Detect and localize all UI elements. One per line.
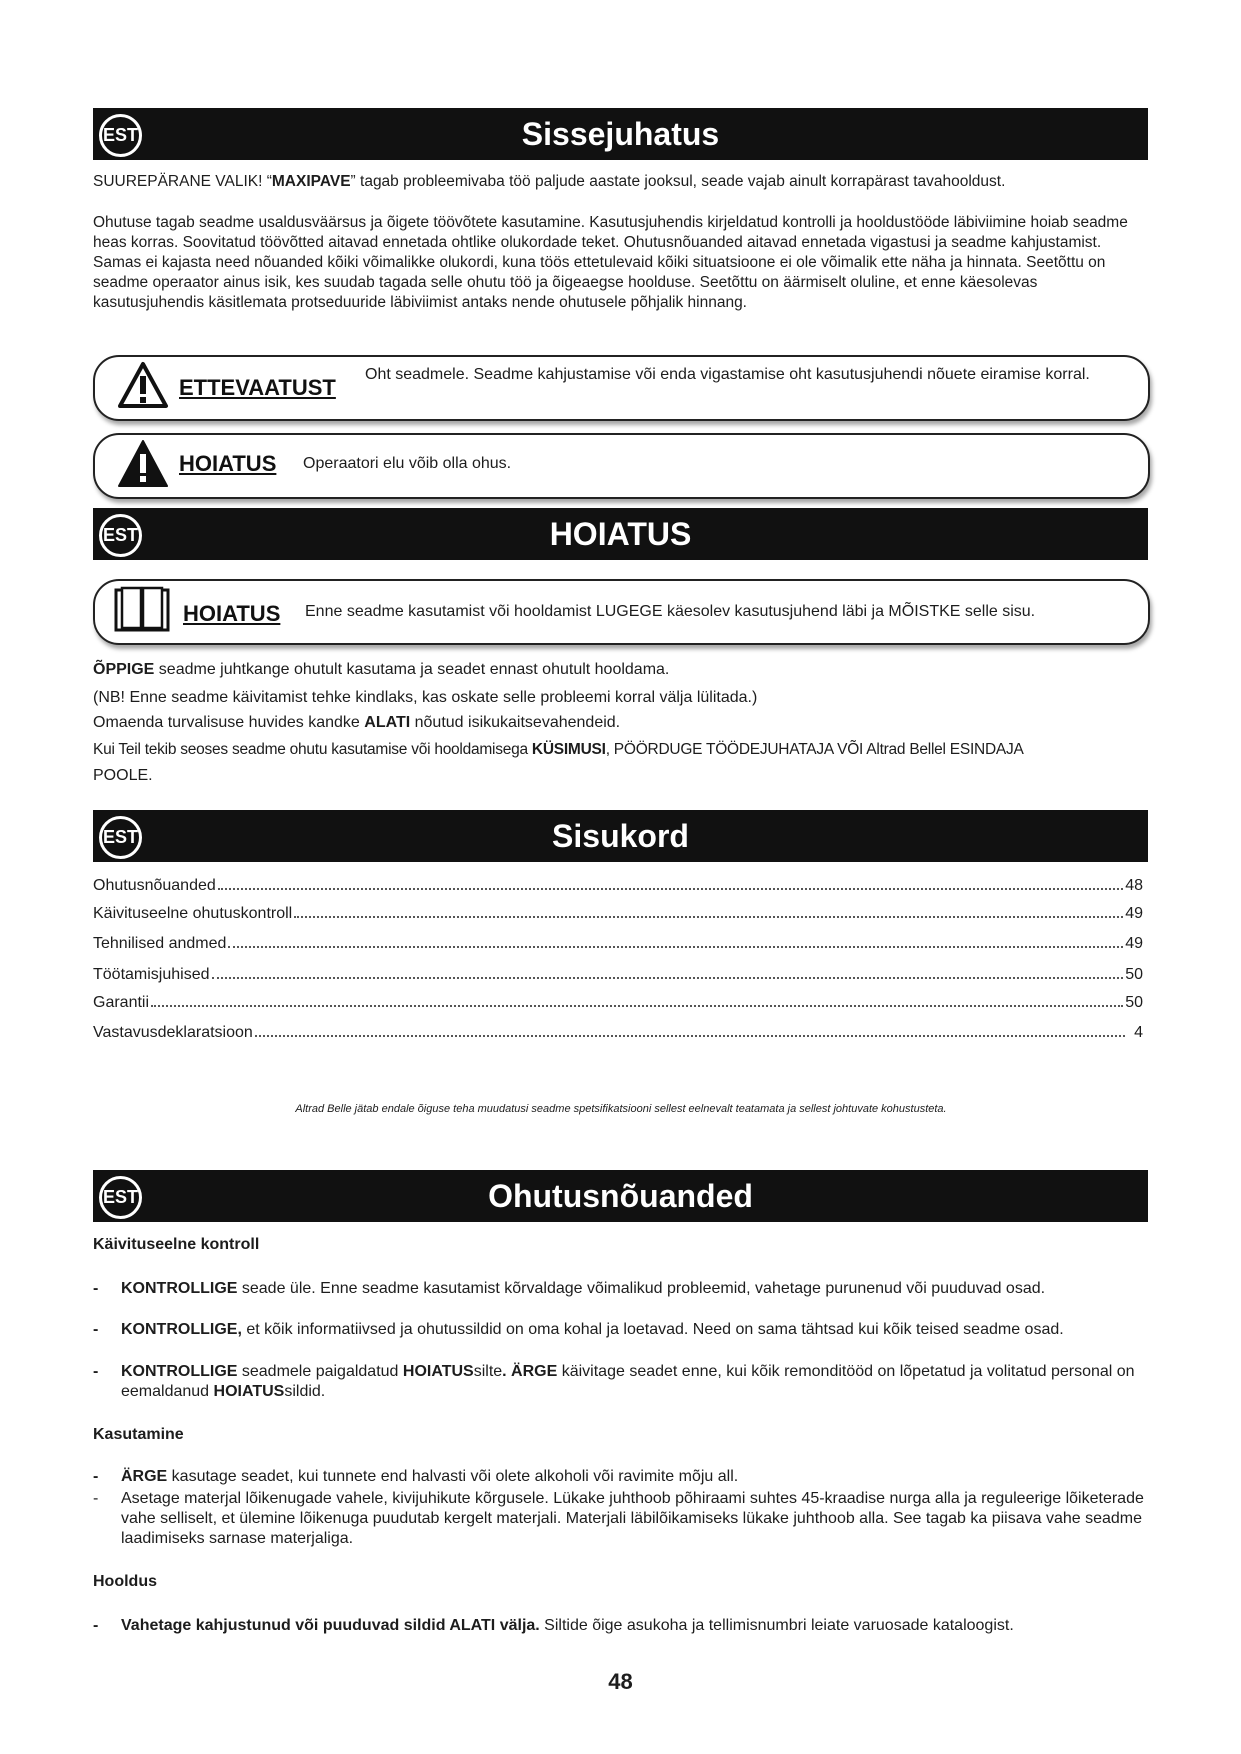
list-item: - Asetage materjal lõikenugade vahele, kivijuhikute kõrgusele. Lükake juhthoob põhiraami suhtes 45-kraadise nurga alla ja reguleerige lõiketerade vahe selliselt, et ülemine lõikenuga puudutab kergelt materjali. Materjali läbilõikamiseks lükake juhthoob alla. See tagab ka piisava vahe seadme laadimiseks sarnase materjaliga. [93, 1490, 1144, 1547]
warning-box [93, 433, 1150, 499]
warning-text: Operaatori elu võib olla ohus. [303, 455, 512, 472]
toc-entry[interactable]: Garantii 50 [93, 994, 1143, 1011]
est-badge: EST [99, 816, 142, 859]
intro-line1: SUUREPÄRANE VALIK! “MAXIPAVE” tagab probleemivaba töö paljude aastate jooksul, seade vajab ainult korrapärast tavahooldust. [93, 173, 1006, 190]
list-item: - Vahetage kahjustunud või puuduvad sildid ALATI välja. Siltide õige asukoha ja tellimisnumbri leiate varuosade kataloogist. [93, 1617, 1014, 1634]
maintenance-heading: Hooldus [93, 1573, 157, 1590]
est-badge: EST [99, 1176, 142, 1219]
list-item: - KONTROLLIGE, et kõik informatiivsed ja ohutussildid on oma kohal ja loetavad. Need on sama tähtsad kui kõik teised seadme osad. [93, 1321, 1064, 1338]
warning-triangle-filled-icon [117, 439, 169, 489]
questions-line: Kui Teil tekib seoses seadme ohutu kasutamise või hooldamisega KÜSIMUSI, PÖÖRDUGE TÖÖDEJUHATAJA VÕI Altrad Bellel ESINDAJA [93, 741, 1024, 758]
toc-title: Sisukord [552, 818, 689, 854]
warning-label: HOIATUS [179, 451, 277, 476]
caution-label: ETTEVAATUST [179, 375, 336, 400]
read-manual-box [93, 579, 1150, 645]
toc-entry[interactable]: Käivituseelne ohutuskontroll 49 [93, 905, 1143, 922]
read-manual-text: Enne seadme kasutamist või hooldamist LUGEGE käesolev kasutusjuhend läbi ja MÕISTKE selle sisu. [305, 603, 1036, 620]
est-badge: EST [99, 514, 142, 557]
list-item: - ÄRGE kasutage seadet, kui tunnete end halvasti või olete alkoholi või ravimite mõju all. [93, 1468, 739, 1485]
read-manual-label: HOIATUS [183, 601, 281, 626]
page-number: 48 [608, 1669, 633, 1694]
note-line: (NB! Enne seadme käivitamist tehke kindlaks, kas oskate selle probleemi korral välja lülitada.) [93, 689, 758, 706]
safety-title: Ohutusnõuanded [488, 1178, 753, 1214]
disclaimer: Altrad Belle jätab endale õiguse teha muudatusi seadme spetsifikatsiooni sellest eelnevalt teatamata ja sellest johtuvate kohustusteta. [295, 1103, 947, 1115]
safety-header-bar [93, 1170, 1148, 1222]
hoiatus-title: HOIATUS [549, 516, 692, 552]
hoiatus-header-bar [93, 508, 1148, 560]
intro-header-bar [93, 108, 1148, 160]
usage-heading: Kasutamine [93, 1426, 184, 1443]
warning-triangle-icon [117, 361, 169, 409]
toc-entry[interactable]: Töötamisjuhised 50 [93, 966, 1143, 983]
pre-start-heading: Käivituseelne kontroll [93, 1236, 260, 1253]
intro-paragraph: Ohutuse tagab seadme usaldusväärsus ja õigete töövõtete kasutamine. Kasutusjuhendis kirjeldatud kontrolli ja hooldustööde läbiviimine hoiab seadme heas korras. Soovitatud töövõtted aitavad ennetada ohtlike olukordade teket. Ohutusnõuanded aitavad ennetada vigastusi ja seadme kahjustamist. Samas ei kajasta need nõuanded kõiki võimalikke olukordi, kuna töös ettetulevaid kõiki situatsioone ei ole võimalik ette näha ja hinnata. Seetõttu on seadme operaator ainus isik, kes suudab tagada selle ohutu töö ja õigeaegse hoolduse. Seetõttu on äärmiselt oluline, et enne käesolevas kasutusjuhendis käsitlemata protseduuride läbiviimist antaks nende ohutusele põhjalik hinnang. [93, 214, 1128, 311]
est-badge: EST [99, 114, 142, 157]
toc-entry[interactable]: Tehnilised andmed 49 [93, 935, 1143, 952]
learn-line: ÕPPIGE seadme juhtkange ohutult kasutama ja seadet ennast ohutult hooldama. [93, 661, 670, 678]
toc-entry[interactable]: Ohutusnõuanded 48 [93, 877, 1143, 894]
caution-text: Oht seadmele. Seadme kahjustamise või enda vigastamise oht kasutusjuhendi nõuete eiramise korral. [365, 366, 1090, 383]
toc-entry[interactable]: Vastavusdeklaratsioon 4 [93, 1024, 1143, 1041]
ppe-line: Omaenda turvalisuse huvides kandke ALATI nõutud isikukaitsevahendeid. [93, 714, 621, 731]
toc-header-bar [93, 810, 1148, 862]
list-item: - KONTROLLIGE seadmele paigaldatud HOIATUSsilte. ÄRGE käivitage seadet enne, kui kõik remonditööd on lõpetatud ja volitatud personal on eemaldanud HOIATUSsildid. [93, 1363, 1135, 1400]
caution-box [93, 355, 1150, 421]
list-item: - KONTROLLIGE seade üle. Enne seadme kasutamist kõrvaldage võimalikud probleemid, vahetage purunenud või puuduvad osad. [93, 1280, 1046, 1297]
book-icon [113, 586, 171, 634]
questions-line-end: POOLE. [93, 767, 153, 784]
intro-title: Sissejuhatus [521, 116, 720, 152]
